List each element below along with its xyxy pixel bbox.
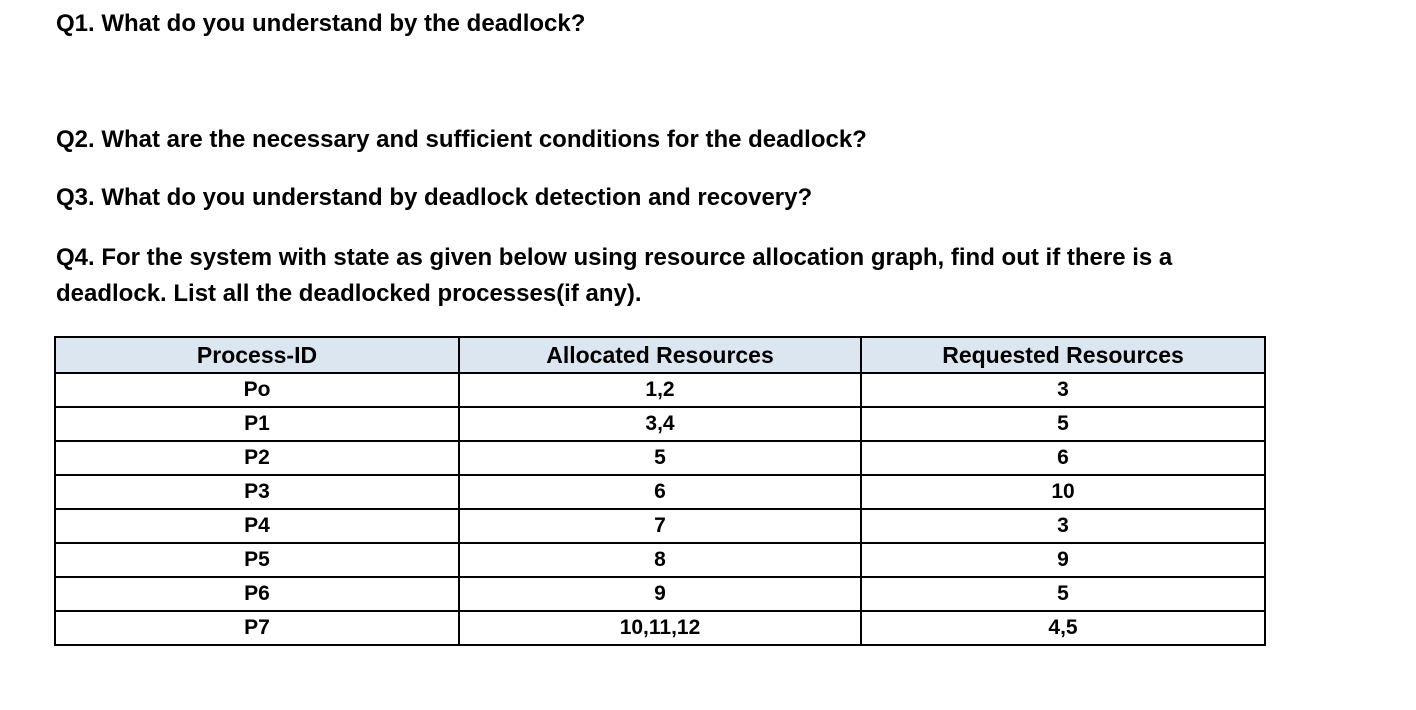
requested-resources-cell: 5 (861, 577, 1265, 611)
table-row (55, 373, 1265, 407)
table-row (55, 475, 1265, 509)
table-row (55, 543, 1265, 577)
table-row (55, 407, 1265, 441)
requested-resources-cell: 5 (861, 407, 1265, 441)
allocated-resources-cell: 9 (459, 577, 861, 611)
requested-resources-cell: 6 (861, 441, 1265, 475)
process-id-cell: P2 (55, 441, 459, 475)
requested-resources-cell: 4,5 (861, 611, 1265, 645)
table-row (55, 441, 1265, 475)
table-row (55, 509, 1265, 543)
allocated-resources-cell: 6 (459, 475, 861, 509)
header-requested-resources: Requested Resources (861, 337, 1265, 373)
process-id-cell: Po (55, 373, 459, 407)
table-header-row (55, 337, 1265, 373)
resource-allocation-table (54, 336, 1266, 646)
question-4-line-1: Q4. For the system with state as given below using resource allocation graph, find out if there is a (56, 244, 1173, 271)
allocated-resources-cell: 8 (459, 543, 861, 577)
table-row (55, 577, 1265, 611)
header-process-id: Process-ID (55, 337, 459, 373)
question-4-line-2: deadlock. List all the deadlocked processes(if any). (56, 280, 642, 307)
process-id-cell: P6 (55, 577, 459, 611)
table-row (55, 611, 1265, 645)
requested-resources-cell: 9 (861, 543, 1265, 577)
allocated-resources-cell: 1,2 (459, 373, 861, 407)
requested-resources-cell: 3 (861, 373, 1265, 407)
process-id-cell: P3 (55, 475, 459, 509)
process-id-cell: P5 (55, 543, 459, 577)
allocated-resources-cell: 10,11,12 (459, 611, 861, 645)
allocated-resources-cell: 5 (459, 441, 861, 475)
process-id-cell: P1 (55, 407, 459, 441)
question-3: Q3. What do you understand by deadlock detection and recovery? (56, 184, 813, 211)
requested-resources-cell: 10 (861, 475, 1265, 509)
header-allocated-resources: Allocated Resources (459, 337, 861, 373)
question-1: Q1. What do you understand by the deadlock? (56, 10, 586, 37)
allocated-resources-cell: 3,4 (459, 407, 861, 441)
requested-resources-cell: 3 (861, 509, 1265, 543)
process-id-cell: P7 (55, 611, 459, 645)
allocated-resources-cell: 7 (459, 509, 861, 543)
process-id-cell: P4 (55, 509, 459, 543)
question-2: Q2. What are the necessary and sufficient conditions for the deadlock? (56, 126, 867, 153)
